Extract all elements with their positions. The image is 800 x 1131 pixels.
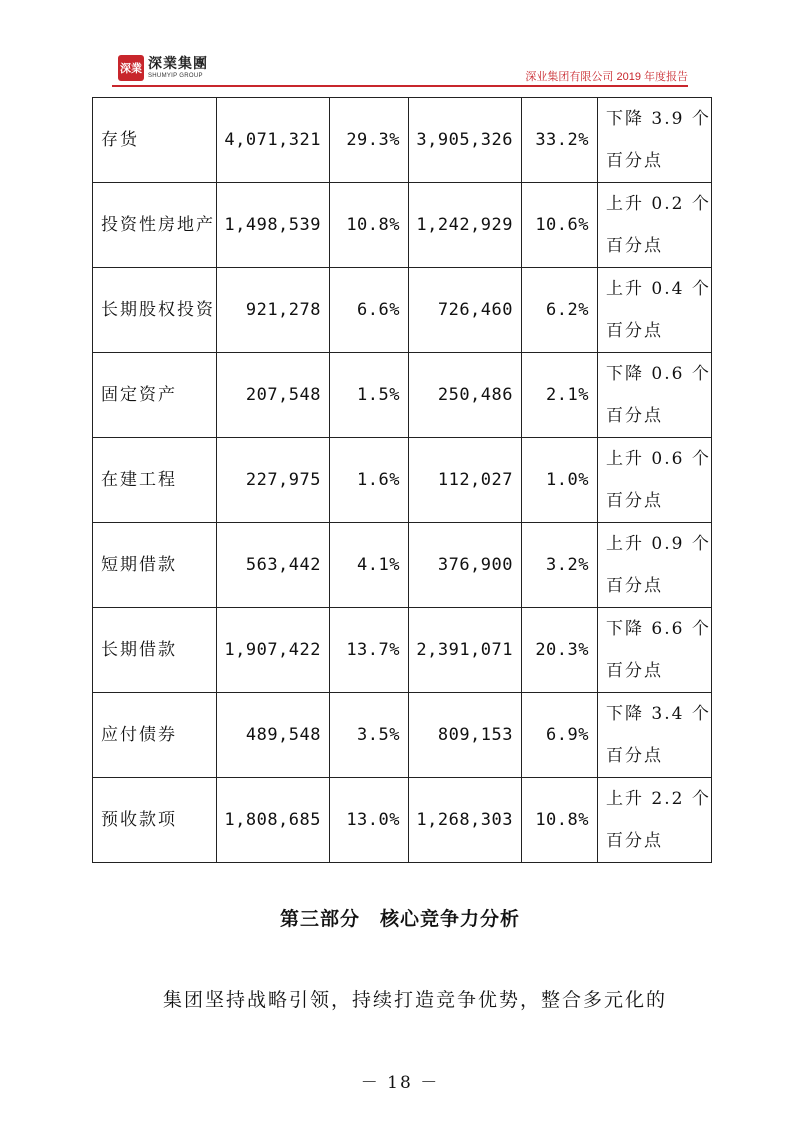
table-row — [93, 778, 712, 863]
current-ratio-cell: 29.3% — [330, 98, 409, 183]
change-direction-line: 下降 6.6 个 — [606, 619, 711, 639]
prior-amount-cell: 726,460 — [409, 268, 522, 353]
table-row — [93, 268, 712, 353]
body-paragraph: 集团坚持战略引领，持续打造竞争优势，整合多元化的 — [163, 989, 668, 1011]
current-amount-cell: 921,278 — [217, 268, 330, 353]
current-ratio-cell: 4.1% — [330, 523, 409, 608]
change-cell — [598, 523, 712, 608]
change-direction-line: 上升 0.2 个 — [606, 194, 711, 214]
table-row — [93, 353, 712, 438]
item-name-cell: 存货 — [93, 98, 217, 183]
prior-amount-cell: 250,486 — [409, 353, 522, 438]
change-direction-line: 上升 0.6 个 — [606, 449, 711, 469]
change-direction-line: 上升 0.4 个 — [606, 279, 711, 299]
item-name-cell: 在建工程 — [93, 438, 217, 523]
logo-chinese-name: 深業集團 — [148, 56, 208, 72]
prior-amount-cell: 1,268,303 — [409, 778, 522, 863]
item-name-cell: 长期股权投资 — [93, 268, 217, 353]
item-name-cell: 固定资产 — [93, 353, 217, 438]
prior-amount-cell: 1,242,929 — [409, 183, 522, 268]
change-cell — [598, 98, 712, 183]
item-name-cell: 预收款项 — [93, 778, 217, 863]
change-direction-line: 上升 0.9 个 — [606, 534, 711, 554]
page-number: － 18 － — [360, 1073, 440, 1093]
prior-ratio-cell: 10.8% — [522, 778, 598, 863]
logo-english-name: SHUMYIP GROUP — [148, 73, 203, 79]
change-cell — [598, 693, 712, 778]
prior-ratio-cell: 6.9% — [522, 693, 598, 778]
current-ratio-cell: 6.6% — [330, 268, 409, 353]
change-cell — [598, 778, 712, 863]
table-row — [93, 693, 712, 778]
prior-amount-cell: 3,905,326 — [409, 98, 522, 183]
change-cell — [598, 608, 712, 693]
current-amount-cell: 1,808,685 — [217, 778, 330, 863]
table-row — [93, 608, 712, 693]
change-cell — [598, 183, 712, 268]
table-row — [93, 183, 712, 268]
table-body — [93, 98, 712, 863]
prior-amount-cell: 2,391,071 — [409, 608, 522, 693]
current-ratio-cell: 1.6% — [330, 438, 409, 523]
current-amount-cell: 227,975 — [217, 438, 330, 523]
balance-sheet-table — [92, 97, 712, 863]
company-logo — [118, 55, 208, 81]
change-direction-line: 下降 0.6 个 — [606, 364, 711, 384]
current-amount-cell: 563,442 — [217, 523, 330, 608]
prior-ratio-cell: 3.2% — [522, 523, 598, 608]
prior-ratio-cell: 20.3% — [522, 608, 598, 693]
current-ratio-cell: 3.5% — [330, 693, 409, 778]
change-unit-line: 百分点 — [606, 406, 663, 426]
prior-amount-cell: 809,153 — [409, 693, 522, 778]
prior-ratio-cell: 2.1% — [522, 353, 598, 438]
prior-amount-cell: 112,027 — [409, 438, 522, 523]
prior-ratio-cell: 33.2% — [522, 98, 598, 183]
prior-ratio-cell: 10.6% — [522, 183, 598, 268]
item-name-cell: 应付债券 — [93, 693, 217, 778]
change-unit-line: 百分点 — [606, 746, 663, 766]
change-direction-line: 上升 2.2 个 — [606, 789, 711, 809]
item-name-cell: 短期借款 — [93, 523, 217, 608]
item-name-cell: 长期借款 — [93, 608, 217, 693]
change-unit-line: 百分点 — [606, 491, 663, 511]
current-amount-cell: 1,907,422 — [217, 608, 330, 693]
current-amount-cell: 1,498,539 — [217, 183, 330, 268]
current-amount-cell: 489,548 — [217, 693, 330, 778]
logo-mark: 深業 — [118, 55, 144, 81]
change-unit-line: 百分点 — [606, 576, 663, 596]
change-unit-line: 百分点 — [606, 321, 663, 341]
change-direction-line: 下降 3.4 个 — [606, 704, 711, 724]
item-name-cell: 投资性房地产 — [93, 183, 217, 268]
change-cell — [598, 438, 712, 523]
current-amount-cell: 207,548 — [217, 353, 330, 438]
prior-amount-cell: 376,900 — [409, 523, 522, 608]
section-heading: 第三部分 核心竞争力分析 — [279, 908, 520, 930]
prior-ratio-cell: 6.2% — [522, 268, 598, 353]
change-unit-line: 百分点 — [606, 236, 663, 256]
change-unit-line: 百分点 — [606, 661, 663, 681]
current-ratio-cell: 13.7% — [330, 608, 409, 693]
change-unit-line: 百分点 — [606, 151, 663, 171]
change-cell — [598, 268, 712, 353]
header-divider — [112, 85, 688, 87]
current-ratio-cell: 10.8% — [330, 183, 409, 268]
logo-text — [148, 56, 208, 80]
change-direction-line: 下降 3.9 个 — [606, 109, 711, 129]
current-ratio-cell: 13.0% — [330, 778, 409, 863]
change-unit-line: 百分点 — [606, 831, 663, 851]
current-amount-cell: 4,071,321 — [217, 98, 330, 183]
prior-ratio-cell: 1.0% — [522, 438, 598, 523]
table-row — [93, 523, 712, 608]
table-row — [93, 98, 712, 183]
change-cell — [598, 353, 712, 438]
table-row — [93, 438, 712, 523]
report-title: 深业集团有限公司 2019 年度报告 — [525, 71, 688, 83]
current-ratio-cell: 1.5% — [330, 353, 409, 438]
